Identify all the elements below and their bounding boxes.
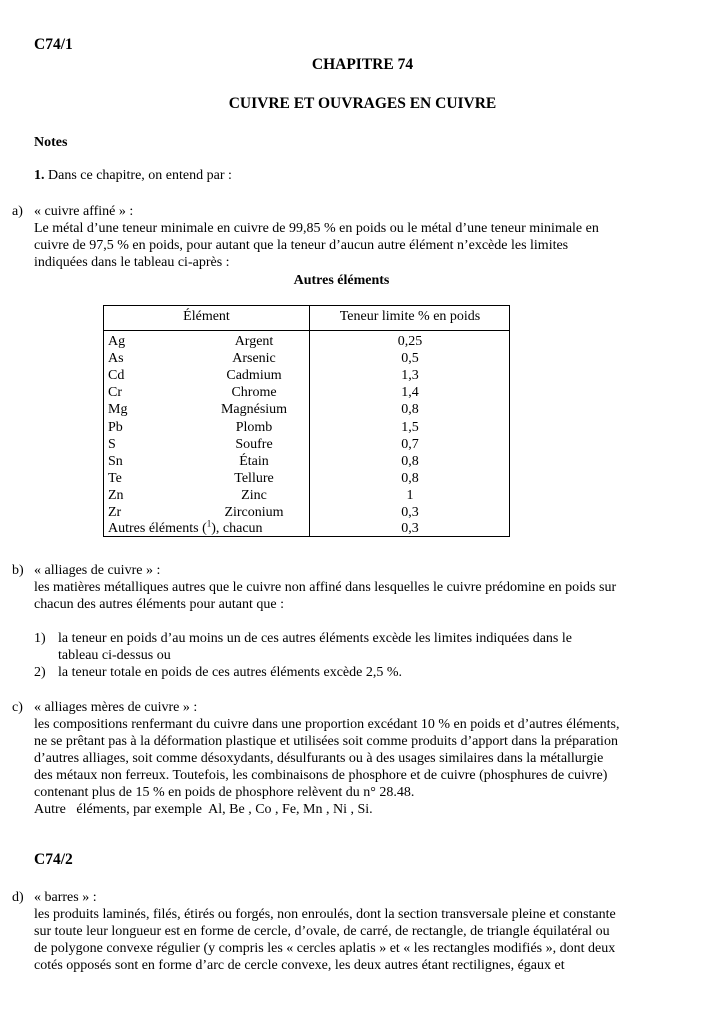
table-title: Autres éléments: [293, 273, 390, 288]
section-c-line-2: ne se prêtant pas à la déformation plastique et utilisées soit comme produits d’apport dans la préparation: [34, 734, 618, 749]
section-d-line-2: sur toute leur longueur est en forme de cercle, d’ovale, de carré, de rectangle, de triangle équilatéral ou: [34, 924, 610, 939]
element-symbol: S: [108, 436, 116, 452]
element-limit-value: 1,4: [401, 385, 419, 401]
item-1-line-1: la teneur en poids d’au moins un de ces autres éléments excède les limites indiquées dans le: [58, 631, 572, 646]
section-c-term: « alliages mères de cuivre » :: [34, 700, 198, 715]
element-symbol: Cr: [108, 385, 122, 401]
element-name: Cadmium: [226, 368, 282, 384]
section-b-marker: b): [12, 563, 24, 578]
note-1: [34, 167, 232, 184]
section-d-term: « barres » :: [34, 890, 97, 905]
element-name: Tellure: [234, 470, 274, 486]
table-row: [104, 470, 509, 487]
element-symbol: As: [108, 351, 124, 367]
element-limit-value: 0,25: [397, 334, 423, 349]
table-row: [104, 350, 509, 367]
element-name: Soufre: [235, 436, 273, 452]
element-name: Argent: [234, 334, 274, 349]
table-row: [104, 436, 509, 453]
section-d-line-1: les produits laminés, filés, étirés ou forgés, non enroulés, dont la section transversale pleine et constante: [34, 907, 616, 922]
page-code-top: C74/1: [34, 36, 73, 53]
item-2-number: 2): [34, 665, 46, 680]
element-limit-value: 0,8: [401, 470, 419, 486]
item-1-number: 1): [34, 631, 46, 646]
table-row: [104, 419, 509, 436]
element-name: Arsenic: [232, 351, 276, 367]
section-b-line-1: les matières métalliques autres que le cuivre non affiné dans lesquelles le cuivre prédomine en poids sur: [34, 580, 617, 595]
item-1-line-2: tableau ci-dessus ou: [58, 648, 171, 663]
table-header-divider: [104, 330, 509, 331]
element-symbol: Mg: [108, 402, 128, 418]
table-row: [104, 453, 509, 470]
item-2-line-1: la teneur totale en poids de ces autres éléments excède 2,5 %.: [58, 665, 403, 680]
page-code-2: C74/2: [34, 851, 73, 868]
element-name: Étain: [239, 453, 269, 469]
element-limit-value: 0,8: [401, 402, 419, 418]
table-row: [104, 487, 509, 504]
section-c-marker: c): [12, 700, 23, 715]
element-name: Chrome: [231, 385, 277, 401]
section-a-line-1: Le métal d’une teneur minimale en cuivre de 99,85 % en poids ou le métal d’une teneur minimale en: [34, 221, 599, 236]
element-name: Zinc: [241, 487, 267, 503]
element-symbol: Sn: [108, 453, 123, 469]
other-elements-label-end: ), chacun: [211, 521, 263, 536]
table-header-element: Élément: [183, 309, 230, 324]
limits-table: [103, 305, 510, 537]
section-b-line-2: chacun des autres éléments pour autant que :: [34, 597, 284, 612]
section-d-line-3: de polygone convexe régulier (y compris les « cercles aplatis » et « les rectangles modifiés », dont deux: [34, 941, 616, 956]
element-limit-value: 1,5: [401, 419, 419, 435]
table-row: [104, 401, 509, 418]
element-symbol: Te: [108, 470, 122, 486]
table-row: [104, 367, 509, 384]
section-c-line-5: contenant plus de 15 % en poids de phosphore relèvent du n° 28.48.: [34, 785, 415, 800]
element-name: Plomb: [235, 419, 273, 435]
element-limit-value: 1,3: [401, 368, 419, 384]
element-limit-value: 0,3: [401, 505, 419, 520]
element-limit-value: 0,5: [401, 351, 419, 367]
chapter-title: CUIVRE ET OUVRAGES EN CUIVRE: [228, 95, 497, 112]
other-elements-label-start: Autres éléments (: [108, 521, 207, 536]
table-header-limit: Teneur limite % en poids: [339, 309, 481, 324]
section-d-marker: d): [12, 890, 24, 905]
element-name: Magnésium: [220, 402, 288, 418]
section-a-marker: a): [12, 204, 23, 219]
element-limit-value: 0,7: [401, 436, 419, 452]
section-c-line-4: des métaux non ferreux. Toutefois, les combinaisons de phosphore et de cuivre (phosphures de cuivre): [34, 768, 608, 783]
element-limit-value: 0,8: [401, 453, 419, 469]
table-row: [104, 504, 509, 521]
section-a-line-3: indiquées dans le tableau ci-après :: [34, 255, 230, 270]
notes-heading: Notes: [34, 135, 68, 150]
section-a-term: « cuivre affiné » :: [34, 204, 134, 219]
section-d-line-4: cotés opposés sont en forme d’arc de cercle convexe, les deux autres étant rectilignes, égaux et: [34, 958, 565, 973]
table-row: [104, 333, 509, 350]
element-symbol: Zr: [108, 505, 122, 520]
section-c-line-6: Autre éléments, par exemple Al, Be , Co , Fe, Mn , Ni , Si.: [34, 802, 373, 817]
table-row: [104, 384, 509, 401]
table-row-other-elements: [104, 520, 509, 537]
note-1-number: 1.: [34, 168, 45, 183]
element-symbol: Cd: [108, 368, 125, 384]
section-b-term: « alliages de cuivre » :: [34, 563, 161, 578]
note-1-text: Dans ce chapitre, on entend par :: [44, 168, 232, 183]
section-a-line-2: cuivre de 97,5 % en poids, pour autant que la teneur d’aucun autre élément n’excède les limites: [34, 238, 569, 253]
element-symbol: Pb: [108, 419, 123, 435]
element-symbol: Ag: [108, 334, 126, 349]
other-elements-label: [108, 520, 263, 537]
other-elements-value: 0,3: [401, 521, 419, 536]
section-c-line-1: les compositions renfermant du cuivre dans une proportion excédant 10 % en poids et d’autres éléments,: [34, 717, 620, 732]
section-c-line-3: d’autres alliages, soit comme désoxydants, désulfurants ou à des usages similaires dans la métallurgie: [34, 751, 604, 766]
element-symbol: Zn: [108, 487, 124, 503]
footnote-marker: 1: [206, 518, 212, 529]
element-name: Zirconium: [224, 505, 284, 520]
chapter-heading: CHAPITRE 74: [311, 56, 414, 73]
element-limit-value: 1: [406, 487, 414, 503]
